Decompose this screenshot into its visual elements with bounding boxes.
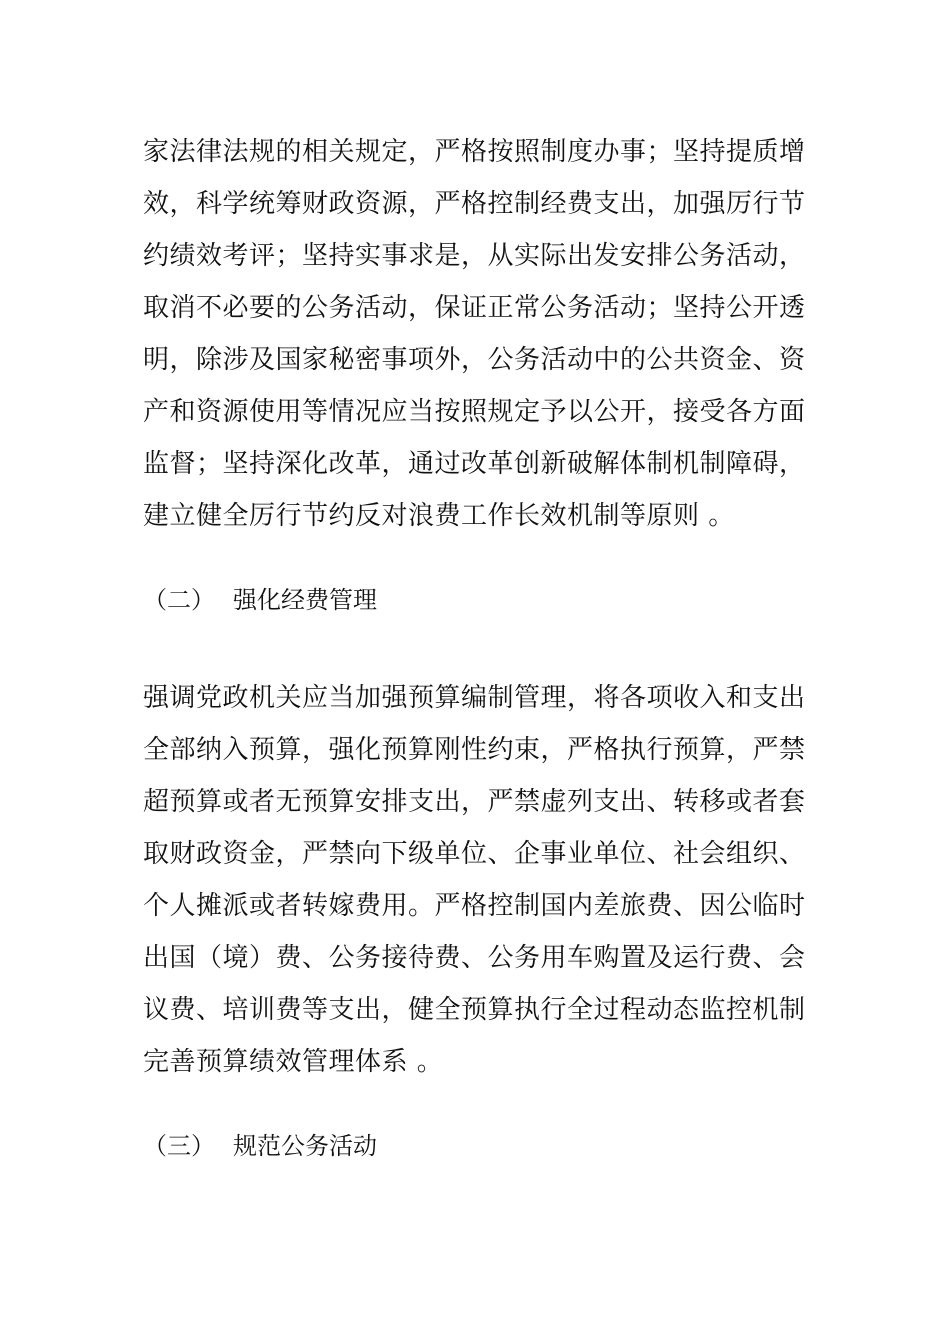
text-line: 明，除涉及国家秘密事项外，公务活动中的公共资金、资 xyxy=(143,345,806,375)
text-line: 完善预算绩效管理体系 。 xyxy=(143,1047,444,1077)
paragraph-budget xyxy=(143,672,813,1088)
section-title: 强化经费管理 xyxy=(233,586,377,614)
section-heading-3 xyxy=(143,1126,377,1166)
text-line: 建立健全厉行节约反对浪费工作长效机制等原则 。 xyxy=(143,501,735,531)
paragraph-principles xyxy=(143,126,813,542)
text-line: 出国（境）费、公务接待费、公务用车购置及运行费、会 xyxy=(143,943,806,973)
section-number: （二） xyxy=(143,586,215,614)
text-line: 监督；坚持深化改革，通过改革创新破解体制机制障碍， xyxy=(143,449,806,479)
text-line: 取消不必要的公务活动，保证正常公务活动；坚持公开透 xyxy=(143,293,806,323)
text-line: 强调党政机关应当加强预算编制管理，将各项收入和支出 xyxy=(143,683,806,713)
text-line: 全部纳入预算，强化预算刚性约束，严格执行预算，严禁 xyxy=(143,735,806,765)
section-heading-2 xyxy=(143,580,377,620)
text-line: 个人摊派或者转嫁费用。严格控制国内差旅费、因公临时 xyxy=(143,891,806,921)
text-line: 家法律法规的相关规定，严格按照制度办事；坚持提质增 xyxy=(143,137,806,167)
text-line: 产和资源使用等情况应当按照规定予以公开，接受各方面 xyxy=(143,397,806,427)
text-line: 取财政资金，严禁向下级单位、企事业单位、社会组织、 xyxy=(143,839,806,869)
text-line: 议费、培训费等支出，健全预算执行全过程动态监控机制 xyxy=(143,995,806,1025)
section-number: （三） xyxy=(143,1132,215,1160)
text-line: 约绩效考评；坚持实事求是，从实际出发安排公务活动， xyxy=(143,241,806,271)
text-line: 超预算或者无预算安排支出，严禁虚列支出、转移或者套 xyxy=(143,787,806,817)
text-line: 效，科学统筹财政资源，严格控制经费支出，加强厉行节 xyxy=(143,189,806,219)
section-title: 规范公务活动 xyxy=(233,1132,377,1160)
